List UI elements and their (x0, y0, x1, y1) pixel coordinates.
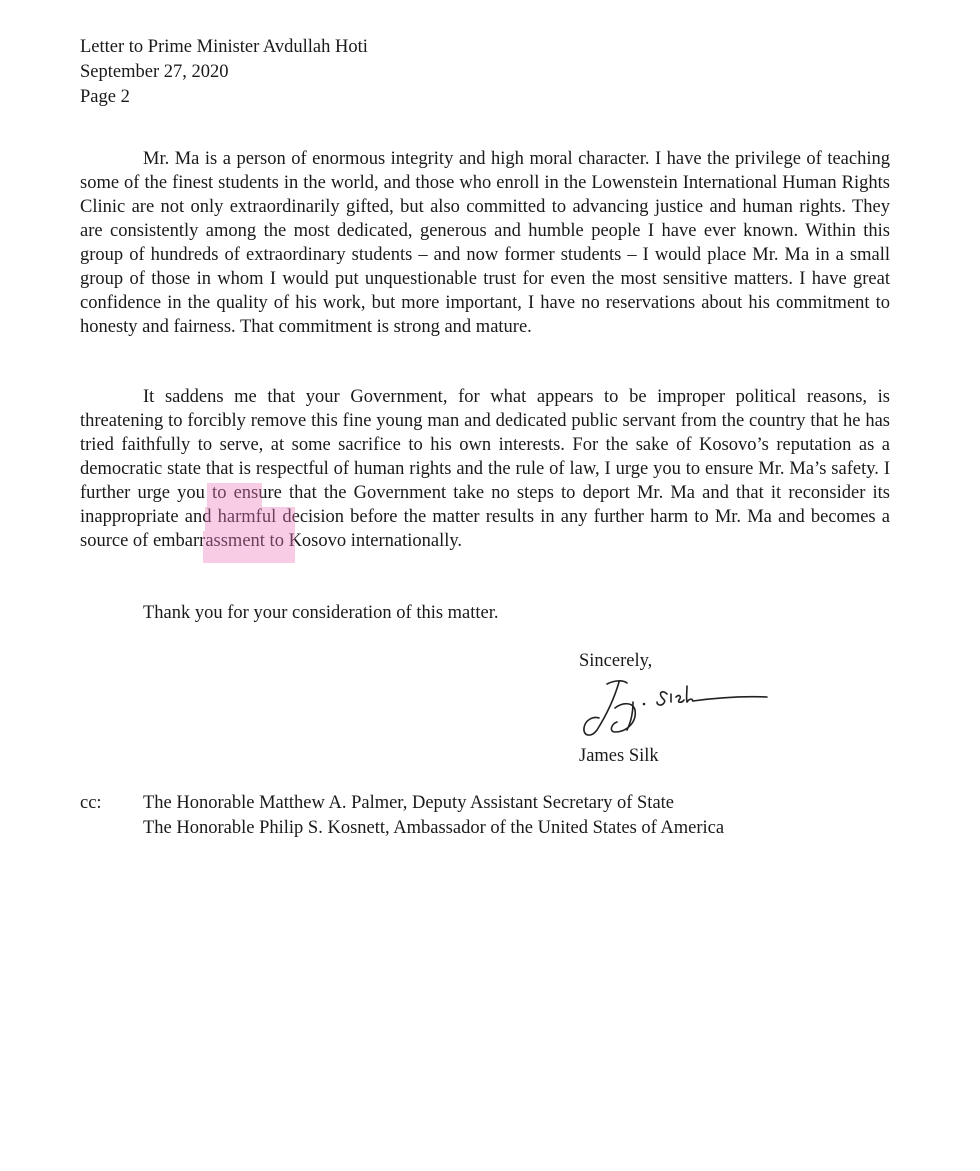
letter-header (80, 35, 368, 110)
highlight-mark-1 (207, 483, 262, 507)
cc-recipient: The Honorable Philip S. Kosnett, Ambassador of the United States of America (143, 818, 725, 838)
recipient-line: Letter to Prime Minister Avdullah Hoti (80, 37, 368, 57)
highlight-mark-3 (203, 531, 295, 563)
letter-date: September 27, 2020 (80, 62, 229, 82)
thanks-line: Thank you for your consideration of this matter. (143, 603, 499, 623)
cc-recipients (143, 791, 724, 841)
handwritten-signature (575, 672, 775, 742)
highlight-mark-2 (205, 507, 295, 531)
body-paragraph-1: Mr. Ma is a person of enormous integrity and high moral character. I have the privilege of teaching some of the finest students in the world, and those who enroll in the Lowenstein International Human Rights Clinic are not only extraordinarily gifted, but also committed to advancing justice and human rights. They are consistently among the most dedicated, generous and humble people I have ever known. Within this group of hundreds of extraordinary students – and now former students – I would place Mr. Ma in a small group of those in whom I would put unquestionable trust for even the most sensitive matters. I have great confidence in the quality of his work, but more important, I have no reservations about his commitment to honesty and fairness. That commitment is strong and mature. (80, 149, 890, 337)
page-number: Page 2 (80, 87, 130, 107)
closing-salutation: Sincerely, (579, 651, 653, 671)
body-paragraph-2: It saddens me that your Government, for what appears to be improper political reasons, is threatening to forcibly remove this fine young man and dedicated public servant from the country that he has tried faithfully to serve, at some sacrifice to his own interests. For the sake of Kosovo’s reputation as a democratic state that is respectful of human rights and the rule of law, I urge you to ensure Mr. Ma’s safety. I further urge you to ensure that the Government take no steps to deport Mr. Ma and that it reconsider its inappropriate and harmful decision before the matter results in any further harm to Mr. Ma and becomes a source of embarrassment to Kosovo internationally. (80, 387, 890, 551)
cc-recipient: The Honorable Matthew A. Palmer, Deputy Assistant Secretary of State (143, 793, 675, 813)
signer-name: James Silk (579, 746, 659, 766)
cc-label: cc: (80, 793, 102, 813)
